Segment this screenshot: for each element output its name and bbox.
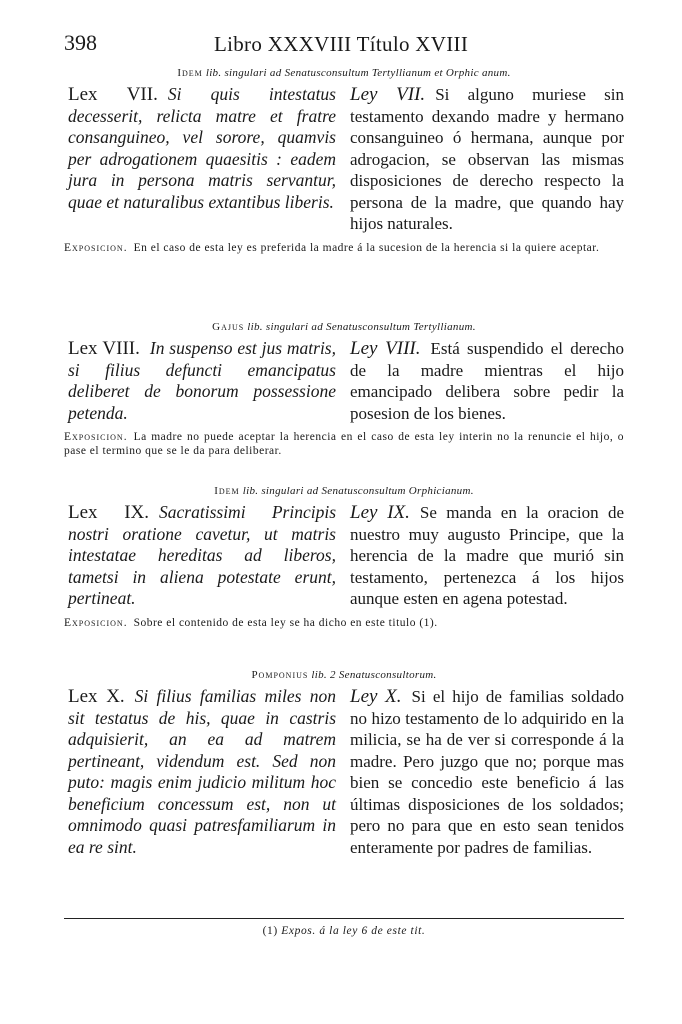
exposition [64, 430, 624, 458]
latin-law-text: In suspenso est jus matris, si filius defuncti emancipatus deliberet de bonorum possessione petenda. [68, 338, 336, 423]
latin-text-column [64, 84, 336, 235]
source-work: lib. singulari ad Senatusconsultum Orphicianum. [242, 485, 474, 497]
exposition [64, 616, 624, 630]
spanish-text-column [350, 502, 624, 610]
latin-law-text: Si quis intestatus decesserit, relicta matre et fratre consanguineo, vel sorore, quamvis per adrogationem quaesitis : eadem jura in persona matris servantur, quae et naturalibus extantibus liberis. [68, 84, 336, 212]
running-title: Libro XXXVIII Título XVIII [214, 32, 469, 56]
spanish-text-column [350, 686, 624, 858]
spanish-law-label: Ley X. [350, 686, 402, 707]
page [64, 30, 624, 937]
latin-text-column [64, 686, 336, 858]
source-author: Idem [214, 485, 240, 497]
latin-law-label: Lex VII. [68, 84, 158, 105]
spanish-law-text: Se manda en la oracion de nuestro muy augusto Principe, que la herencia de la madre que murió sin testamento, pertenezca á los hijos aunque esten en agena potestad. [350, 503, 624, 608]
exposition-label: Exposicion. [64, 616, 128, 629]
source-attribution [64, 668, 624, 682]
law-section-9 [64, 482, 624, 634]
page-number: 398 [64, 30, 97, 55]
footnote-rule [64, 918, 624, 919]
bilingual-row [64, 502, 624, 610]
source-work: lib. singulari ad Senatusconsultum Tertyllianum. [247, 321, 476, 333]
spanish-text-column [350, 84, 624, 235]
law-section-8 [64, 318, 624, 462]
footnote-area [64, 918, 624, 937]
source-attribution [64, 484, 624, 498]
latin-law-label: Lex X. [68, 686, 125, 707]
source-attribution [64, 66, 624, 80]
bilingual-row [64, 686, 624, 858]
source-work: lib. 2 Senatusconsultorum. [311, 669, 437, 681]
footnote-marker: (1) [262, 925, 278, 937]
source-author: Gajus [212, 321, 245, 333]
exposition [64, 241, 624, 255]
source-attribution [64, 320, 624, 334]
spanish-text-column [350, 338, 624, 424]
latin-law-text: Sacratissimi Principis nostri oratione cavetur, ut matris intestatae hereditas ad liberos, tametsi in aliena potestate erunt, pertineat. [68, 502, 337, 608]
source-work: lib. singulari ad Senatusconsultum Tertyllianum et Orphic anum. [205, 67, 511, 79]
latin-law-label: Lex VIII. [68, 338, 140, 359]
spanish-law-text: Está suspendido el derecho de la madre mientras el hijo emancipado delibera sobre pedir la posesion de los bienes. [350, 339, 624, 423]
footnote-text: Expos. á la ley 6 de este tit. [281, 925, 426, 937]
exposition-text: Sobre el contenido de esta ley se ha dicho en este titulo (1). [133, 616, 438, 629]
page-header [64, 30, 624, 62]
footnote [64, 925, 624, 937]
exposition-text: La madre no puede aceptar la herencia en el caso de esta ley interin no la renuncie el hijo, o pase el termino que se le da para deliberar. [64, 431, 624, 457]
latin-text-column [64, 502, 336, 610]
exposition-label: Exposicion. [64, 431, 128, 443]
spanish-law-label: Ley VIII. [350, 338, 421, 359]
exposition-text: En el caso de esta ley es preferida la madre á la sucesion de la herencia si la quiere aceptar. [133, 241, 600, 254]
source-author: Pomponius [251, 669, 309, 681]
spanish-law-text: Si el hijo de familias soldado no hizo testamento de lo adquirido en la milicia, se ha de ver si corresponde á la madre. Pero juzgo que no; porque mas bien se concedio este beneficio á las últimas disposiciones de los soldados; pero no para que en esto sean tenidos enteramente por padres de familias. [350, 687, 624, 857]
law-section-7 [64, 64, 624, 259]
exposition-label: Exposicion. [64, 241, 128, 254]
law-section-10 [64, 666, 624, 858]
latin-law-text: Si filius familias miles non sit testatus de his, quae in castris adquisierit, an ea ad matrem pertineant, videndum est. Sed non puto: magis enim judicio militum hoc beneficium concessum est, non ut omnimodo quasi patresfamiliarum in ea re sint. [68, 686, 336, 857]
bilingual-row [64, 338, 624, 424]
spanish-law-label: Ley VII. [350, 84, 426, 105]
spanish-law-text: Si alguno muriese sin testamento dexando madre y hermano consanguineo ó hermana, aunque por adrogacion, se observan las mismas disposiciones de derecho respecto la persona de la madre, que quando hay hijos naturales. [350, 85, 624, 233]
source-author: Idem [177, 67, 203, 79]
spanish-law-label: Ley IX. [350, 502, 410, 523]
latin-law-label: Lex IX. [68, 502, 150, 523]
bilingual-row [64, 84, 624, 235]
latin-text-column [64, 338, 336, 424]
